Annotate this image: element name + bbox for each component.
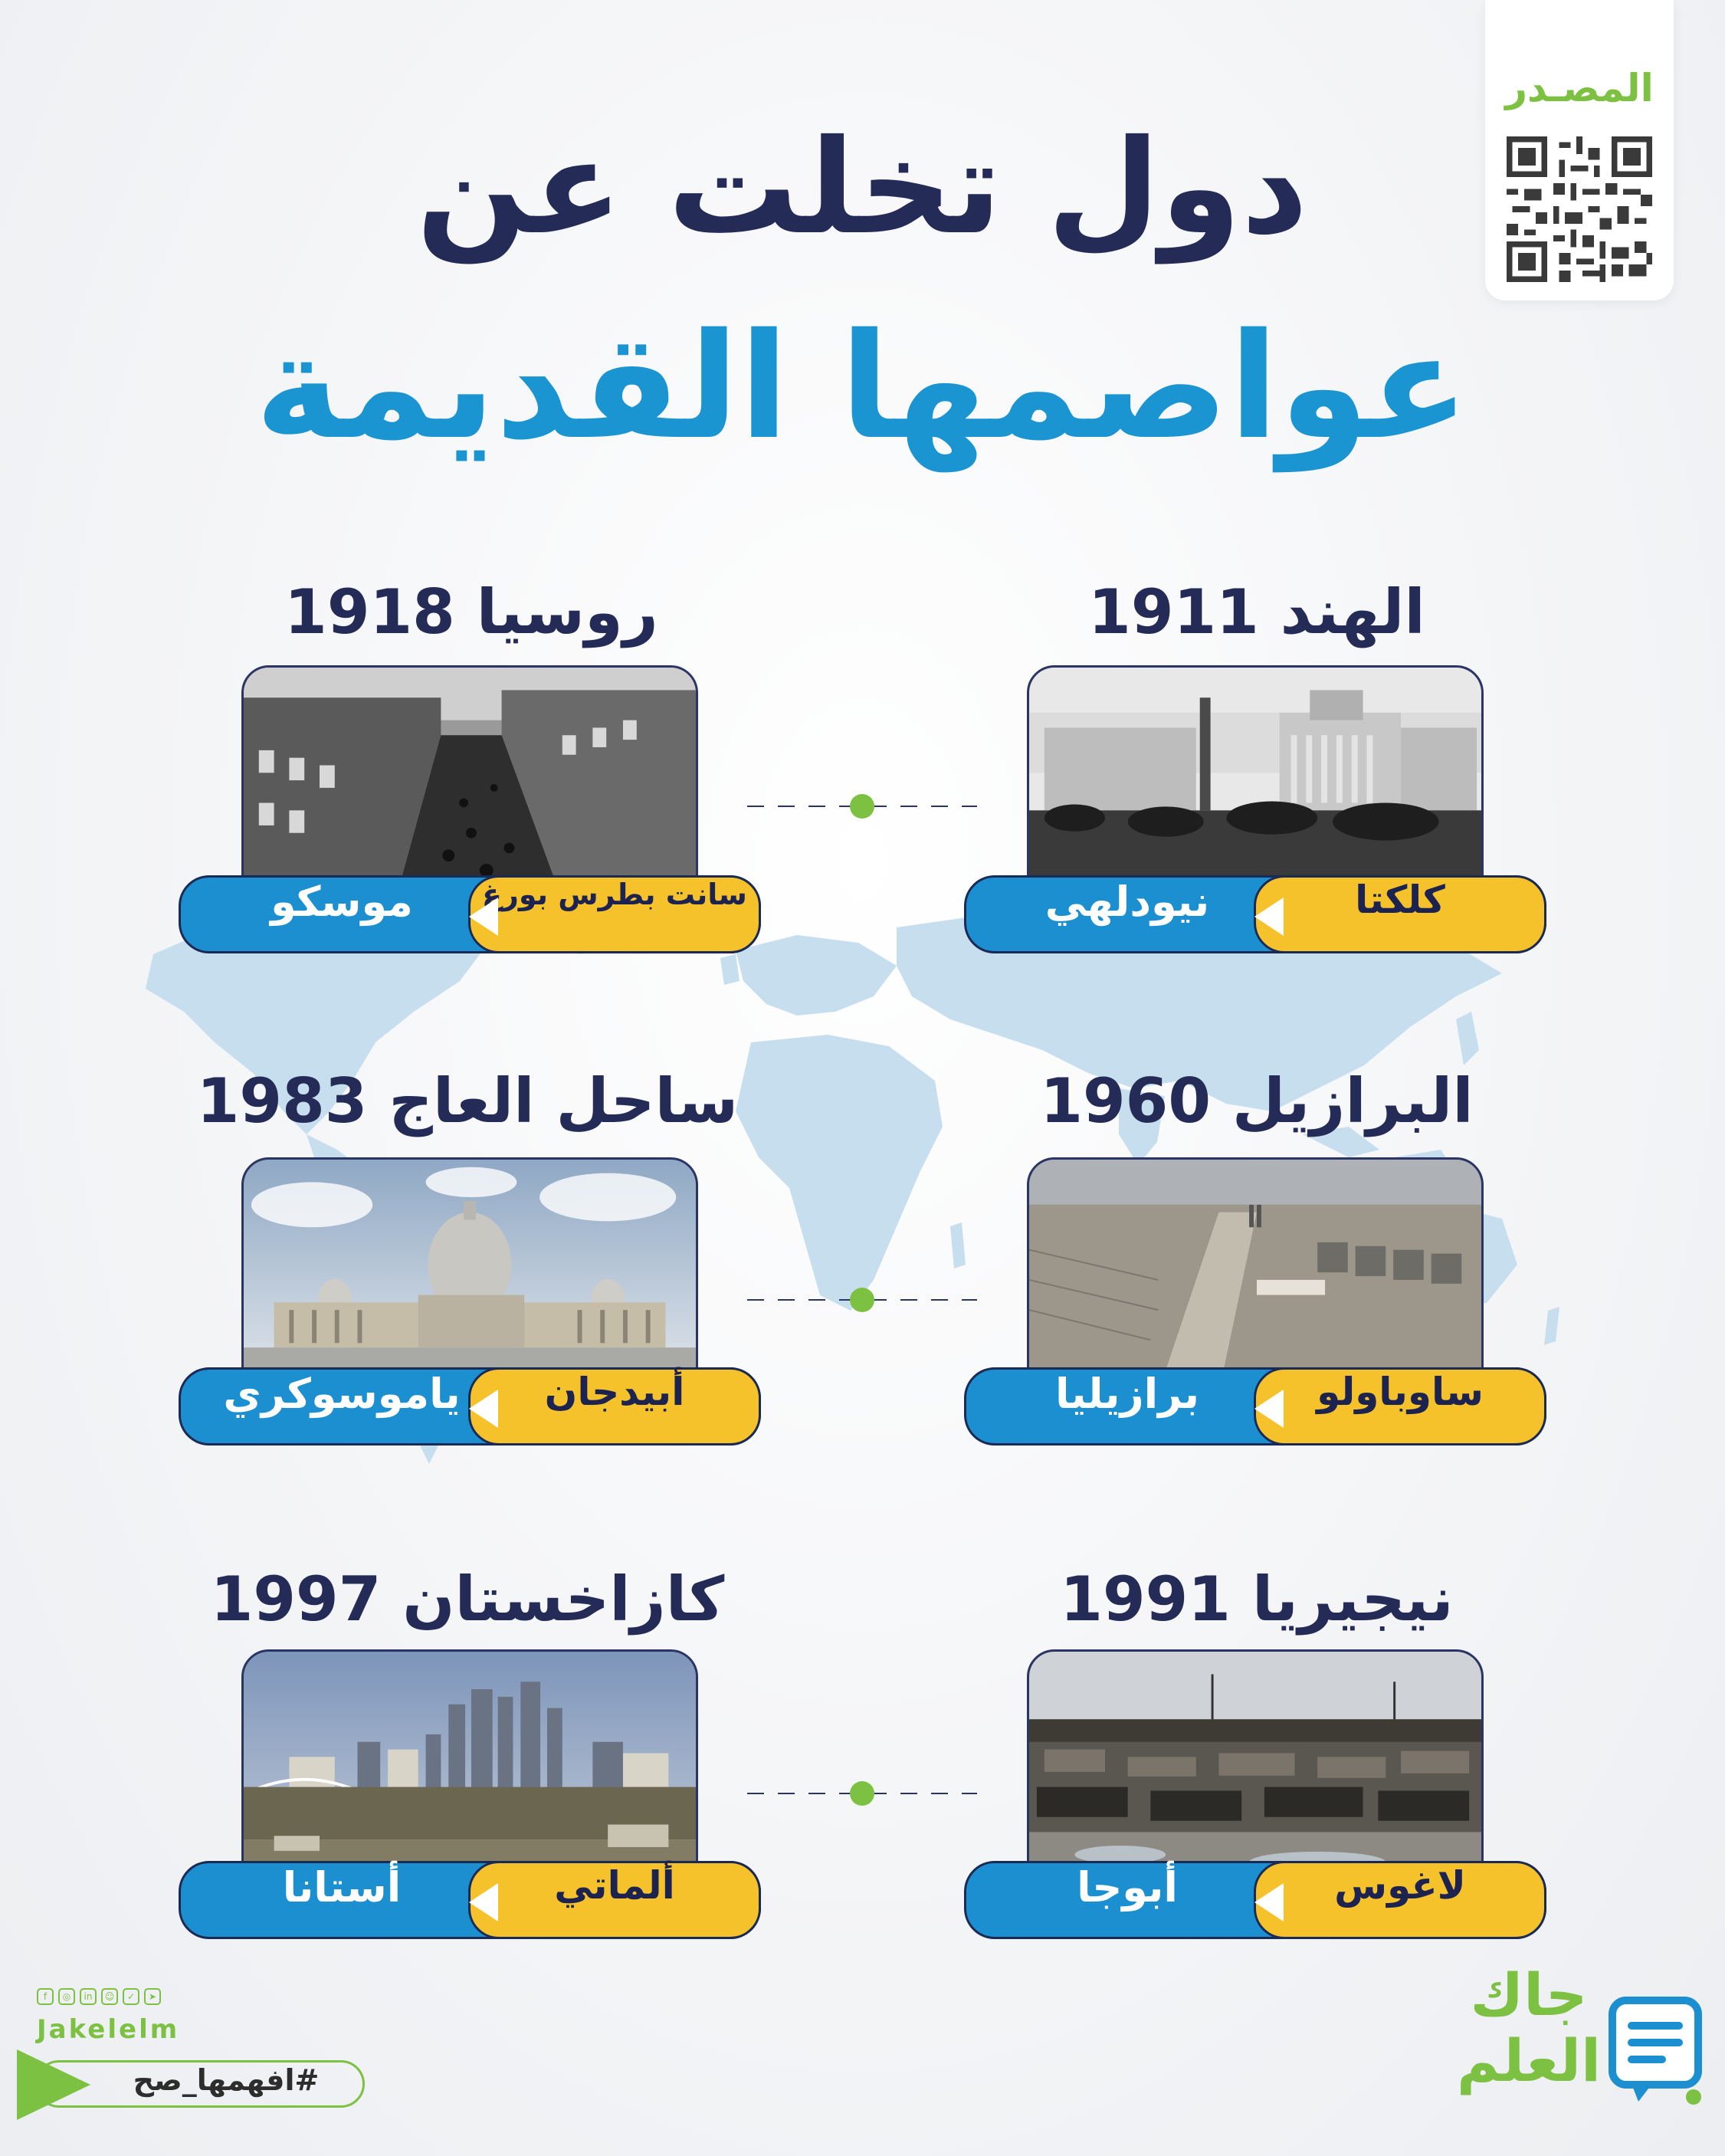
pill-kazakhstan (179, 1861, 761, 1939)
linkedin-icon[interactable]: in (80, 1988, 97, 2005)
title-line-2: عواصمها القديمة (254, 302, 1470, 471)
source-card (1485, 0, 1674, 300)
photo-india (1027, 665, 1484, 903)
hashtag: #افهمها_صح (133, 2063, 320, 2097)
pill-russia (179, 875, 761, 953)
old-capital-nigeria: لاغوس (1254, 1861, 1546, 1939)
snapchat-icon[interactable]: ☺ (101, 1988, 118, 2005)
title-line-1: دول تخلت عن (416, 112, 1308, 264)
chat-book-icon (1608, 1996, 1707, 2111)
social-handle[interactable]: Jakelelm (37, 2014, 180, 2045)
twitter-icon[interactable]: ✓ (123, 1988, 139, 2005)
telegram-icon[interactable]: ➤ (144, 1988, 161, 2005)
old-capital-ivory-coast: أبيدجان (468, 1367, 761, 1446)
new-capital-nigeria: أبوجا (1077, 1863, 1178, 1912)
connector-row-3 (747, 1778, 977, 1809)
pill-brazil (964, 1367, 1546, 1446)
heading-kazakhstan: كازاخستان 1997 (210, 1564, 725, 1635)
pill-ivory-coast (179, 1367, 761, 1446)
brand-line-1: جاك (1470, 1961, 1588, 2029)
new-capital-kazakhstan: أستانا (282, 1863, 402, 1912)
old-capital-brazil: ساوباولو (1254, 1367, 1546, 1446)
new-capital-russia: موسكو (271, 878, 413, 926)
heading-nigeria: نيجيريا 1991 (1060, 1564, 1454, 1635)
source-label: المصـدر (1505, 66, 1654, 110)
heading-brazil: البرازيل 1960 (1040, 1065, 1474, 1137)
connector-row-2 (747, 1285, 977, 1315)
brand-line-2: العلم (1456, 2026, 1602, 2095)
instagram-icon[interactable]: ◎ (58, 1988, 75, 2005)
photo-nigeria (1027, 1649, 1484, 1887)
heading-russia: روسيا 1918 (284, 576, 658, 648)
new-capital-india: نيودلهي (1045, 878, 1210, 926)
old-capital-russia: سانت بطرس بورغ (468, 875, 761, 953)
pill-india (964, 875, 1546, 953)
photo-ivory-coast (241, 1157, 698, 1395)
old-capital-india: كلكتا (1254, 875, 1546, 953)
connector-row-1 (747, 791, 977, 822)
old-capital-kazakhstan: ألماتي (468, 1861, 761, 1939)
facebook-icon[interactable]: f (37, 1988, 54, 2005)
photo-russia (241, 665, 698, 903)
brand-logo-text (1456, 1962, 1602, 2094)
heading-ivory-coast: ساحل العاج 1983 (196, 1065, 739, 1137)
pill-nigeria (964, 1861, 1546, 1939)
heading-india: الهند 1911 (1088, 576, 1425, 648)
social-icons (37, 1988, 161, 2008)
new-capital-brazil: برازيليا (1054, 1370, 1200, 1418)
photo-brazil (1027, 1157, 1484, 1395)
qr-code-icon[interactable] (1507, 136, 1652, 282)
new-capital-ivory-coast: ياموسوكري (223, 1370, 461, 1418)
play-icon (17, 2049, 90, 2120)
photo-kazakhstan (241, 1649, 698, 1887)
